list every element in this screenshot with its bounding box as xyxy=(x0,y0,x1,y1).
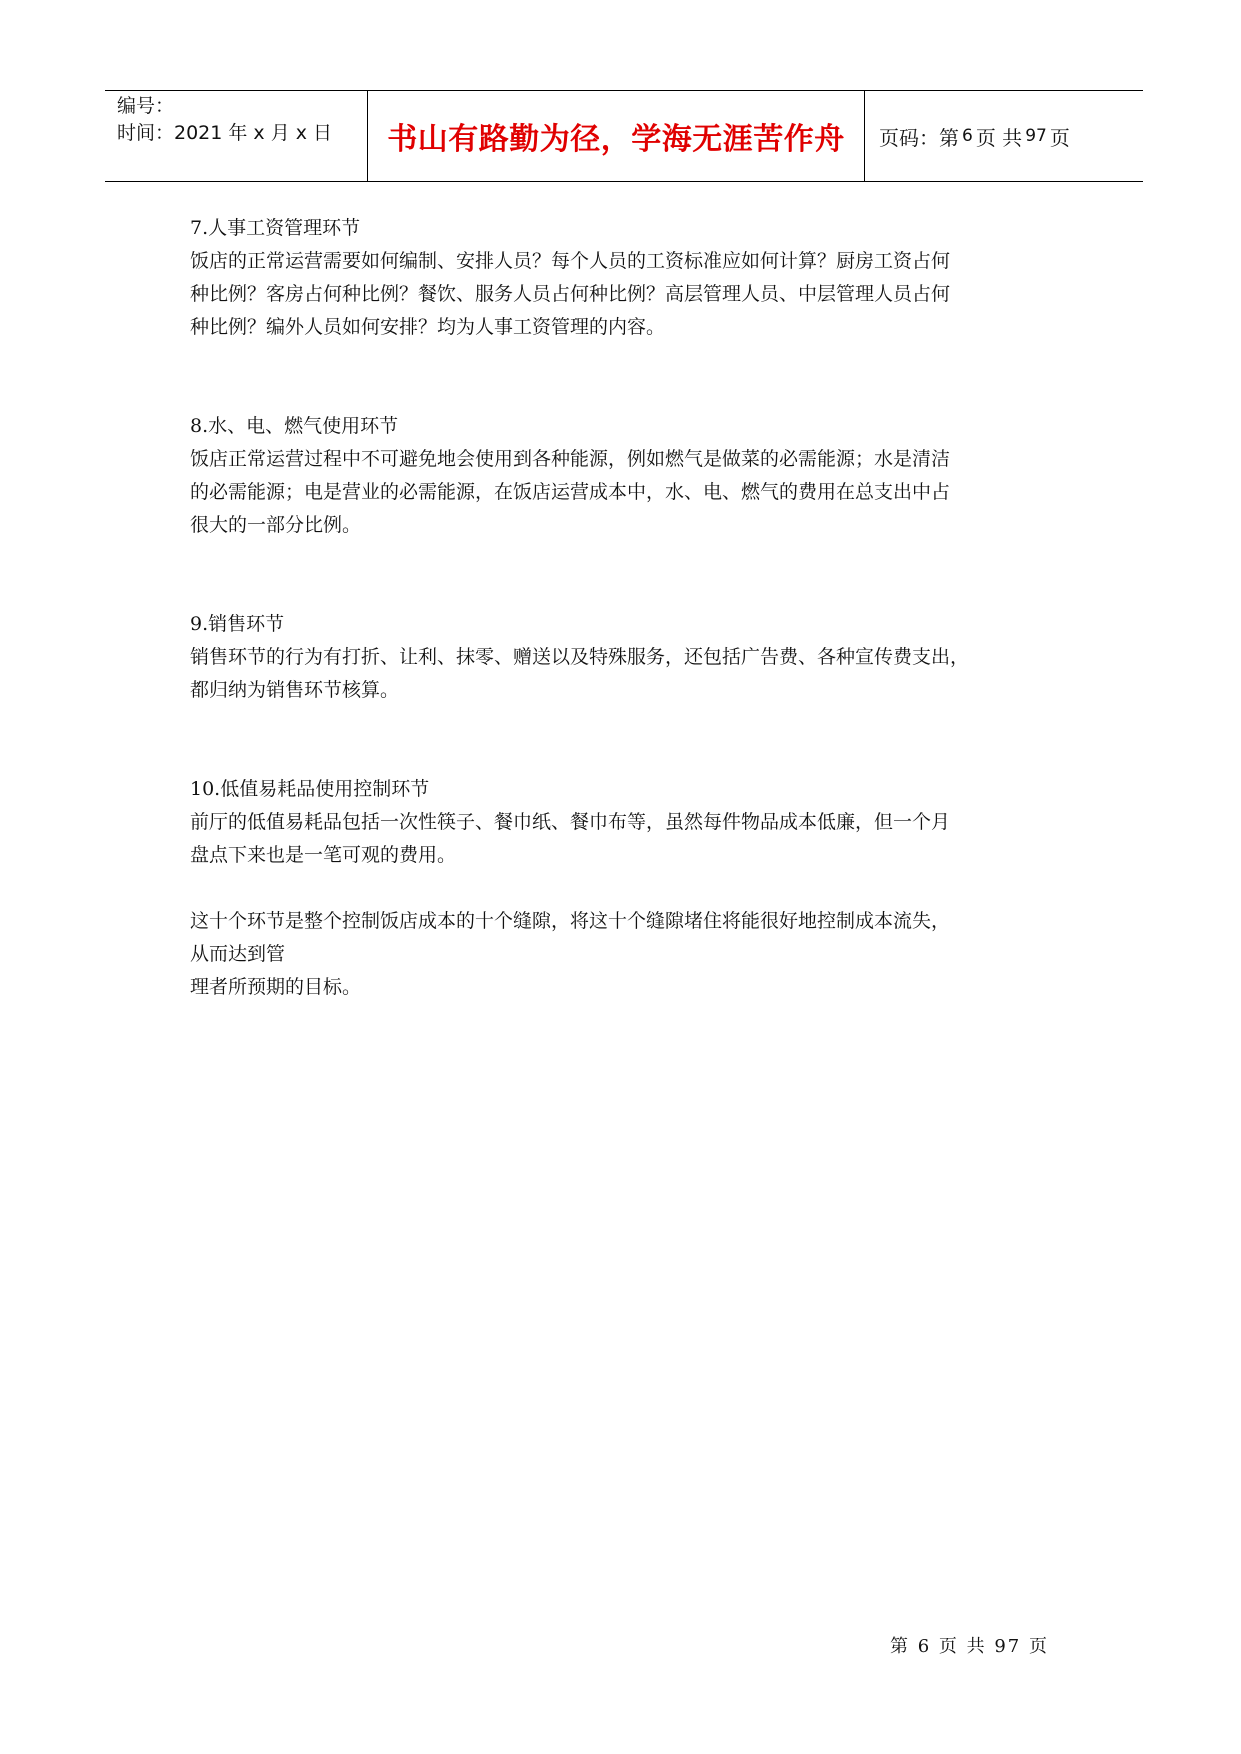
section-heading: 8.水、电、燃气使用环节 xyxy=(190,415,399,437)
body-line: 饭店正常运营过程中不可避免地会使用到各种能源，例如燃气是做菜的必需能源；水是清洁 xyxy=(190,448,951,470)
header-meta xyxy=(105,91,368,181)
page-mid: 页 共 xyxy=(975,125,1023,150)
section-personnel-wages xyxy=(190,212,1060,344)
page-header xyxy=(105,90,1143,182)
section-utilities xyxy=(190,410,1060,542)
body-line: 前厅的低值易耗品包括一次性筷子、餐巾纸、餐巾布等，虽然每件物品成本低廉，但一个月 xyxy=(190,811,951,833)
page-total: 97 xyxy=(1025,126,1047,146)
page-current: 6 xyxy=(962,126,973,146)
body-line: 的必需能源；电是营业的必需能源，在饭店运营成本中，水、电、燃气的费用在总支出中占 xyxy=(190,481,951,503)
conclusion-paragraph xyxy=(190,905,1060,1004)
body-line: 销售环节的行为有打折、让利、抹零、赠送以及特殊服务，还包括广告费、各种宣传费支出， xyxy=(190,646,970,668)
document-body xyxy=(190,212,1060,1004)
section-heading: 10.低值易耗品使用控制环节 xyxy=(190,778,430,800)
body-line: 理者所预期的目标。 xyxy=(190,976,362,998)
body-line: 都归纳为销售环节核算。 xyxy=(190,679,400,701)
page-footer: 第 6 页 共 97 页 xyxy=(890,1636,1049,1657)
header-motto: 书山有路勤为径，学海无涯苦作舟 xyxy=(368,91,865,181)
body-line: 种比例？客房占何种比例？餐饮、服务人员占何种比例？高层管理人员、中层管理人员占何 xyxy=(190,283,951,305)
body-line: 这十个环节是整个控制饭店成本的十个缝隙，将这十个缝隙堵住将能很好地控制成本流失， xyxy=(190,910,951,932)
page-suffix: 页 xyxy=(1049,125,1070,150)
document-time: 时间：2021 年 x 月 x 日 xyxy=(117,122,333,144)
page-prefix: 页码：第 xyxy=(879,125,959,150)
section-sales xyxy=(190,608,1060,707)
body-line: 饭店的正常运营需要如何编制、安排人员？每个人员的工资标准应如何计算？厨房工资占何 xyxy=(190,250,951,272)
section-consumables xyxy=(190,773,1060,872)
section-heading: 7.人事工资管理环节 xyxy=(190,217,361,239)
document-number-label: 编号： xyxy=(117,95,175,117)
body-line: 盘点下来也是一笔可观的费用。 xyxy=(190,844,457,866)
body-line: 从而达到管 xyxy=(190,943,286,965)
header-page-number xyxy=(865,91,1143,181)
body-line: 很大的一部分比例。 xyxy=(190,514,362,536)
section-heading: 9.销售环节 xyxy=(190,613,285,635)
body-line: 种比例？编外人员如何安排？均为人事工资管理的内容。 xyxy=(190,316,666,338)
